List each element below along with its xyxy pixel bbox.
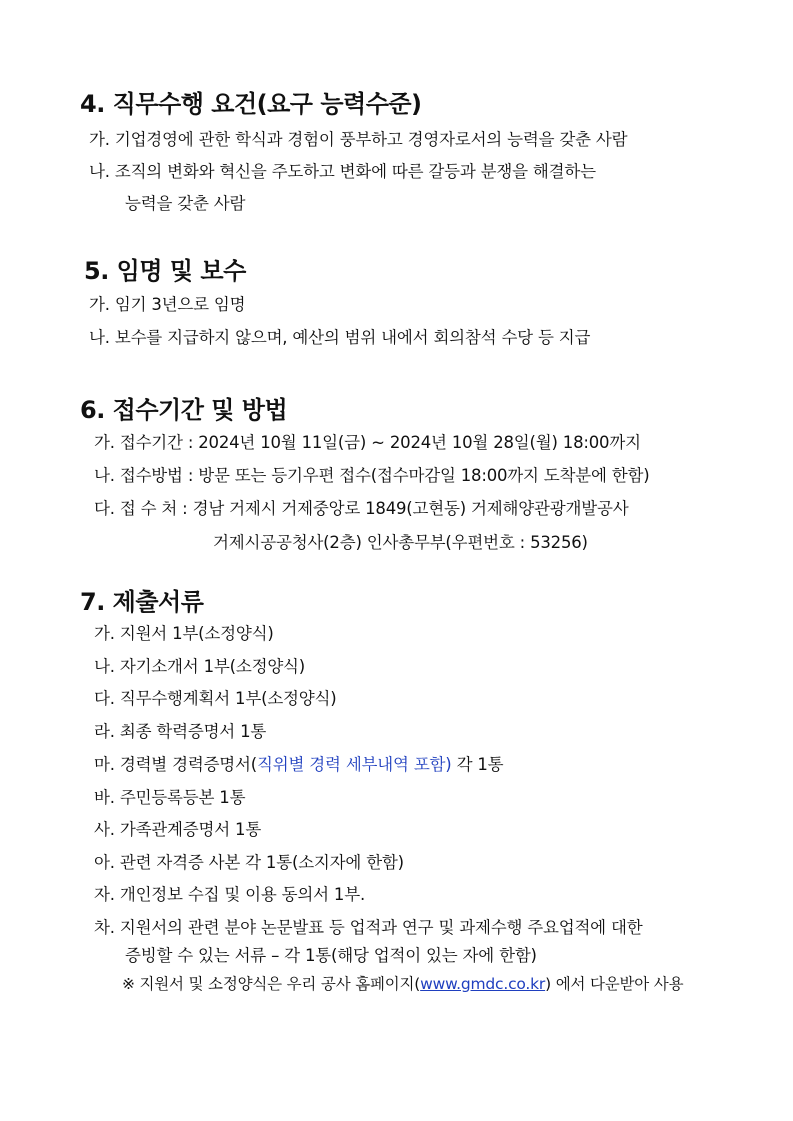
section-7-item-na: 나. 자기소개서 1부(소정양식) xyxy=(94,657,306,676)
section-7-item-cha: 차. 지원서의 관련 분야 논문발표 등 업적과 연구 및 과제수행 주요업적에 대한 xyxy=(94,918,643,937)
section-7-item-ja: 자. 개인정보 수집 및 이용 동의서 1부. xyxy=(94,885,366,904)
homepage-link[interactable]: www.gmdc.co.kr xyxy=(420,975,546,993)
section-7-note-text: ※ 지원서 및 소정양식은 우리 공사 홈페이지( xyxy=(122,975,421,993)
section-7-note-suffix: ) 에서 다운받아 사용 xyxy=(545,975,684,993)
section-7-item-ra: 라. 최종 학력증명서 1통 xyxy=(94,722,267,741)
section-7-item-ba: 바. 주민등록등본 1통 xyxy=(94,788,246,807)
section-5-item-ga: 가. 임기 3년으로 임명 xyxy=(89,295,246,314)
section-7-item-sa: 사. 가족관계증명서 1통 xyxy=(94,820,262,839)
section-7-item-da: 다. 직무수행계획서 1부(소정양식) xyxy=(94,689,337,708)
section-6-item-da-cont: 거제시공공청사(2층) 인사총무부(우편번호 : 53256) xyxy=(213,533,588,552)
section-7-title: 7. 제출서류 xyxy=(80,588,204,616)
section-4-item-ga: 가. 기업경영에 관한 학식과 경험이 풍부하고 경영자로서의 능력을 갖춘 사람 xyxy=(89,130,628,149)
section-7-item-ma xyxy=(94,754,503,776)
section-4-item-na-cont: 능력을 갖춘 사람 xyxy=(125,194,246,213)
section-7-item-a: 아. 관련 자격증 사본 각 1통(소지자에 한함) xyxy=(94,853,404,872)
section-4-item-na: 나. 조직의 변화와 혁신을 주도하고 변화에 따른 갈등과 분쟁을 해결하는 xyxy=(89,162,596,181)
section-7-item-ma-text: 마. 경력별 경력증명서( xyxy=(94,755,258,774)
section-5-item-na: 나. 보수를 지급하지 않으며, 예산의 범위 내에서 회의참석 수당 등 지급 xyxy=(89,328,591,347)
section-6-item-da: 다. 접 수 처 : 경남 거제시 거제중앙로 1849(고현동) 거제해양관광개발공사 xyxy=(94,499,629,518)
section-6-title: 6. 접수기간 및 방법 xyxy=(80,396,288,424)
section-6-item-na: 나. 접수방법 : 방문 또는 등기우편 접수(접수마감일 18:00까지 도착분에 한함) xyxy=(94,466,650,485)
section-7-item-cha-cont: 증빙할 수 있는 서류 – 각 1통(해당 업적이 있는 자에 한함) xyxy=(125,946,537,965)
section-4-title: 4. 직무수행 요건(요구 능력수준) xyxy=(80,90,422,118)
section-6-item-ga: 가. 접수기간 : 2024년 10월 11일(금) ~ 2024년 10월 28일(월) 18:00까지 xyxy=(94,433,641,452)
section-7-item-ma-highlight: 직위별 경력 세부내역 포함) xyxy=(257,755,452,774)
section-5-title: 5. 임명 및 보수 xyxy=(84,257,246,285)
section-7-note xyxy=(122,973,683,995)
section-7-item-ga: 가. 지원서 1부(소정양식) xyxy=(94,624,274,643)
section-7-item-ma-suffix: 각 1통 xyxy=(451,755,504,774)
